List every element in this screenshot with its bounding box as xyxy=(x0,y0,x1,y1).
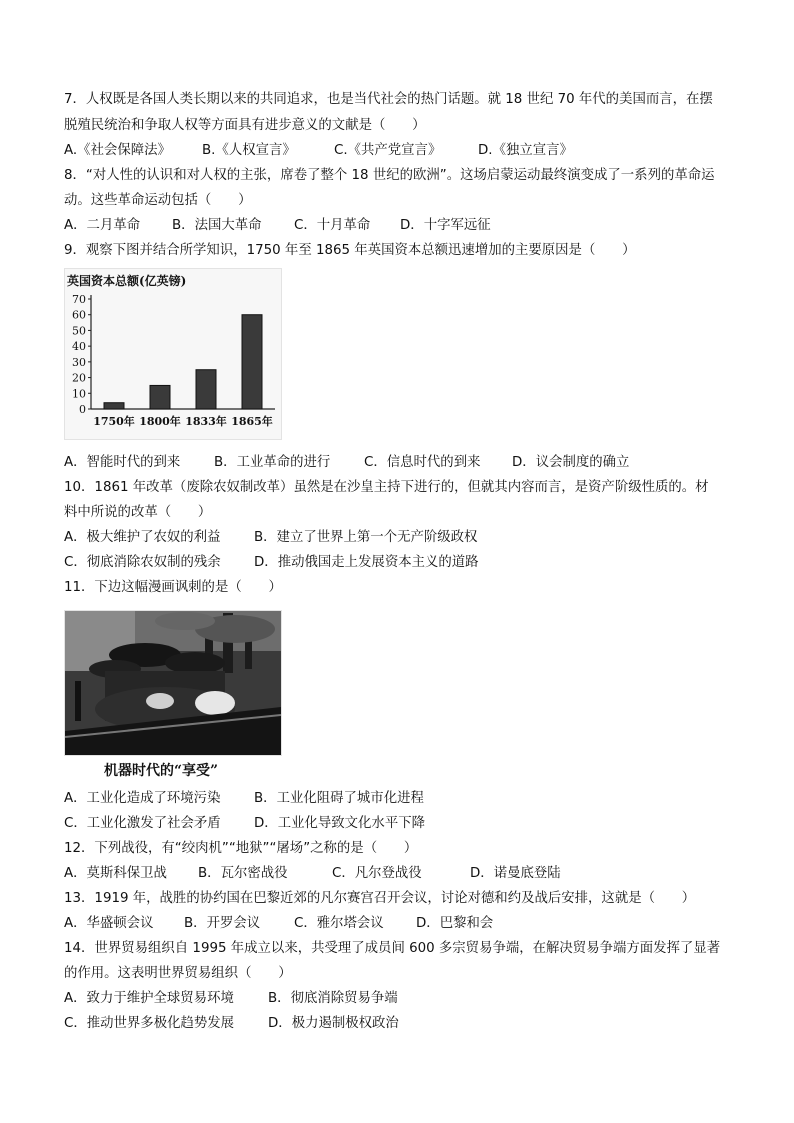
q8-option-d: D．十字军远征 xyxy=(400,218,491,233)
q10-stem-line2: 料中所说的改革（ ） xyxy=(64,505,212,520)
cartoon-caption: 机器时代的“享受” xyxy=(104,763,219,779)
q9-option-a: A．智能时代的到来 xyxy=(64,455,181,470)
q9-option-c: C．信息时代的到来 xyxy=(364,455,481,470)
q12-option-d: D．诺曼底登陆 xyxy=(470,866,561,881)
bar-1800年 xyxy=(150,385,170,409)
q9-option-b: B．工业革命的进行 xyxy=(214,455,331,470)
y-tick-label: 30 xyxy=(72,355,86,369)
q11-options-row1 xyxy=(64,790,424,808)
q14-options-row1 xyxy=(64,990,398,1008)
q14-option-a: A．致力于维护全球贸易环境 xyxy=(64,991,234,1006)
y-tick-label: 60 xyxy=(72,308,86,322)
q12-option-b: B．瓦尔密战役 xyxy=(198,866,288,881)
q7-option-d: D.《独立宣言》 xyxy=(478,143,573,158)
q11-option-c: C．工业化激发了社会矛盾 xyxy=(64,816,221,831)
q11-option-a: A．工业化造成了环境污染 xyxy=(64,791,221,806)
bar-1750年 xyxy=(104,403,124,409)
x-tick-label: 1800年 xyxy=(139,415,181,428)
bar-1833年 xyxy=(196,370,216,409)
q10-options-row1 xyxy=(64,529,477,547)
q14-option-d: D．极力遏制极权政治 xyxy=(268,1016,399,1031)
q11-options-row2 xyxy=(64,815,425,833)
q10-option-c: C．彻底消除农奴制的残余 xyxy=(64,555,221,570)
y-tick-label: 0 xyxy=(79,403,86,416)
q13-option-d: D．巴黎和会 xyxy=(416,916,494,931)
q10-option-a: A．极大维护了农奴的利益 xyxy=(64,530,221,545)
q14-option-c: C．推动世界多极化趋势发展 xyxy=(64,1016,235,1031)
cartoon-illustration xyxy=(65,611,281,755)
x-tick-label: 1865年 xyxy=(231,415,273,428)
q12-stem: 12．下列战役，有“绞肉机”“地狱”“屠场”之称的是（ ） xyxy=(64,841,418,856)
bar-1865年 xyxy=(242,315,262,409)
q8-options xyxy=(64,217,491,235)
q8-stem-line1: 8．“对人性的认识和对人权的主张，席卷了整个 18 世纪的欧洲”。这场启蒙运动最终演变成了一系列的革命运 xyxy=(64,168,715,183)
q8-option-a: A．二月革命 xyxy=(64,218,141,233)
q13-option-c: C．雅尔塔会议 xyxy=(294,916,384,931)
q13-option-a: A．华盛顿会议 xyxy=(64,916,154,931)
q14-options-row2 xyxy=(64,1015,399,1033)
q8-option-b: B．法国大革命 xyxy=(172,218,262,233)
q7-stem-line2: 脱殖民统治和争取人权等方面具有进步意义的文献是（ ） xyxy=(64,118,426,133)
machine-age-cartoon-image xyxy=(64,610,282,756)
q12-option-a: A．莫斯科保卫战 xyxy=(64,866,167,881)
q12-option-c: C．凡尔登战役 xyxy=(332,866,422,881)
q13-stem: 13．1919 年，战胜的协约国在巴黎近郊的凡尔赛宫召开会议，讨论对德和约及战后安排，这就是（ ） xyxy=(64,891,696,906)
y-tick-label: 50 xyxy=(72,324,86,338)
q12-options xyxy=(64,865,561,883)
q11-option-d: D．工业化导致文化水平下降 xyxy=(254,816,425,831)
q10-stem-line1: 10．1861 年改革（废除农奴制改革）虽然是在沙皇主持下进行的，但就其内容而言，是资产阶级性质的。材 xyxy=(64,480,709,495)
x-tick-label: 1833年 xyxy=(185,415,227,428)
q7-option-b: B.《人权宣言》 xyxy=(202,143,296,158)
q8-stem-line2: 动。这些革命运动包括（ ） xyxy=(64,193,252,208)
q9-option-d: D．议会制度的确立 xyxy=(512,455,630,470)
q7-option-c: C.《共产党宣言》 xyxy=(334,143,442,158)
q7-stem-line1: 7．人权既是各国人类长期以来的共同追求，也是当代社会的热门话题。就 18 世纪 70 年代的美国而言，在摆 xyxy=(64,92,713,107)
q7-option-a: A.《社会保障法》 xyxy=(64,143,171,158)
q9-stem: 9．观察下图并结合所学知识，1750 年至 1865 年英国资本总额迅速增加的主要原因是（ ） xyxy=(64,243,636,258)
q8-option-c: C．十月革命 xyxy=(294,218,371,233)
chart-title: 英国资本总额(亿英镑) xyxy=(67,274,187,288)
q9-options xyxy=(64,454,629,472)
x-tick-label: 1750年 xyxy=(93,415,135,428)
q11-stem: 11．下边这幅漫画讽刺的是（ ） xyxy=(64,580,282,595)
q10-option-d: D．推动俄国走上发展资本主义的道路 xyxy=(254,555,479,570)
chart-plot-area xyxy=(65,269,281,439)
q14-stem-line1: 14．世界贸易组织自 1995 年成立以来，共受理了成员间 600 多宗贸易争端，在解决贸易争端方面发挥了显著 xyxy=(64,941,721,956)
y-tick-label: 20 xyxy=(72,371,86,385)
q13-options xyxy=(64,915,493,933)
q10-options-row2 xyxy=(64,554,479,572)
q10-option-b: B．建立了世界上第一个无产阶级政权 xyxy=(254,530,478,545)
y-tick-label: 10 xyxy=(72,387,86,401)
q13-option-b: B．开罗会议 xyxy=(184,916,261,931)
q7-options xyxy=(64,142,573,160)
y-tick-label: 40 xyxy=(72,340,86,354)
y-tick-label: 70 xyxy=(72,293,86,306)
q14-stem-line2: 的作用。这表明世界贸易组织（ ） xyxy=(64,966,292,981)
capital-bar-chart xyxy=(64,268,282,440)
q11-option-b: B．工业化阻碍了城市化进程 xyxy=(254,791,424,806)
q14-option-b: B．彻底消除贸易争端 xyxy=(268,991,398,1006)
